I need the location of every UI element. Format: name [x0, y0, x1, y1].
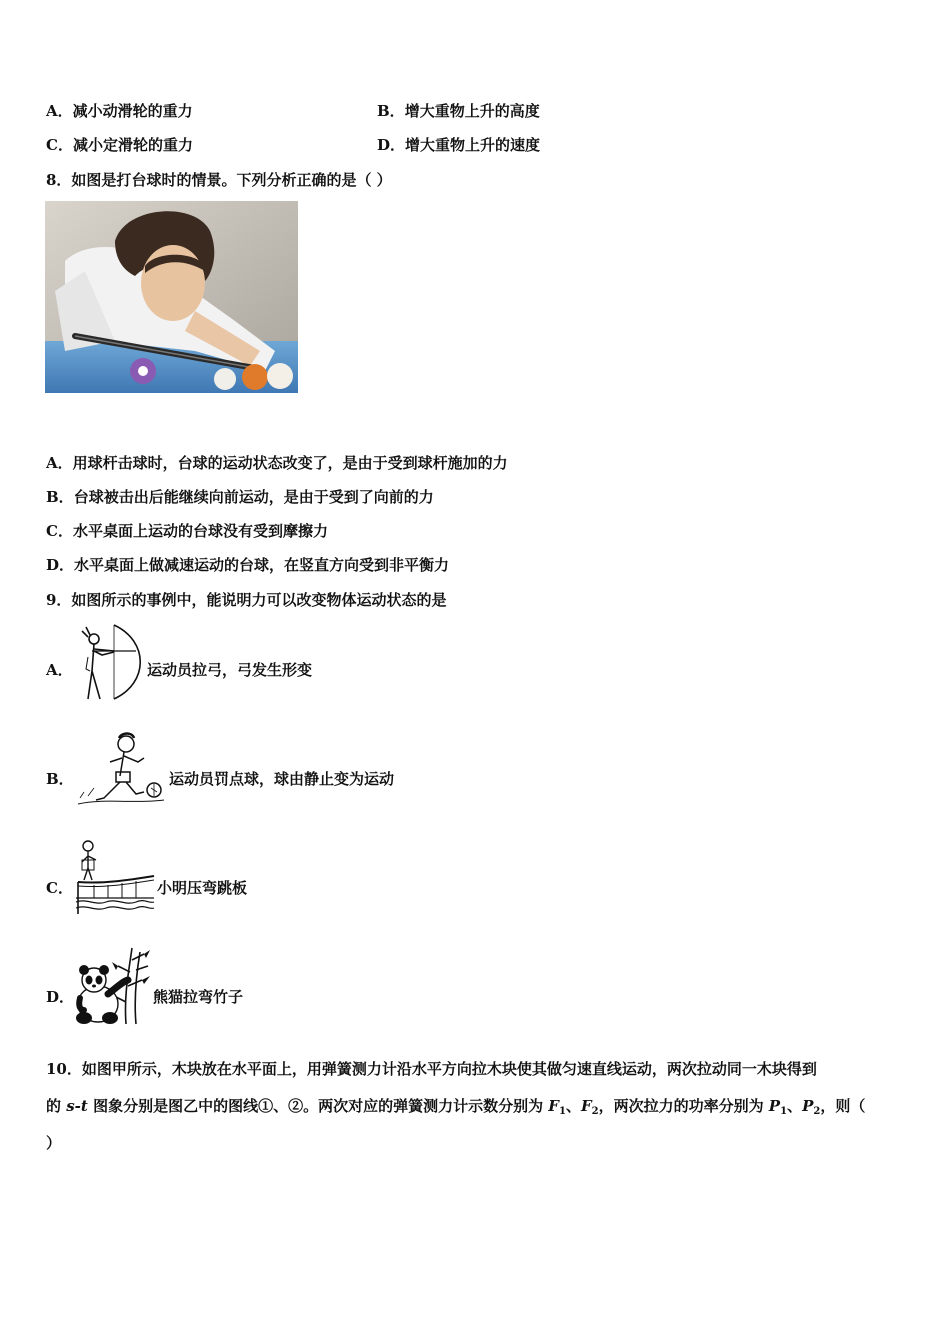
option-letter: B．	[377, 102, 405, 120]
option-letter: D．	[377, 136, 406, 154]
q7-option-b	[377, 101, 540, 121]
q9-option-c-text: 小明压弯跳板	[157, 879, 248, 897]
st-variable: s-t	[66, 1097, 88, 1115]
option-letter: B．	[46, 488, 74, 506]
q9-option-b-text: 运动员罚点球，球由静止变为运动	[169, 770, 395, 788]
q9-option-a-letter: A．	[46, 661, 73, 679]
option-letter: A．	[46, 454, 73, 472]
option-text: 台球被击出后能继续向前运动，是由于受到了向前的力	[73, 488, 434, 506]
subscript: 1	[780, 1106, 788, 1117]
q9-stem: 9．如图所示的事例中，能说明力可以改变物体运动状态的是	[46, 591, 447, 609]
option-text: 用球杆击球时，台球的运动状态改变了，是由于受到球杆施加的力	[72, 454, 508, 472]
option-text: 水平桌面上运动的台球没有受到摩擦力	[72, 522, 328, 540]
separator: 、	[565, 1097, 581, 1115]
subscript: 2	[591, 1106, 599, 1117]
option-letter: D．	[46, 556, 75, 574]
q9-option-a-text: 运动员拉弓，弓发生形变	[147, 661, 313, 679]
q7-option-d	[377, 135, 540, 155]
force-variable: F	[548, 1097, 559, 1115]
power-variable: P	[802, 1097, 814, 1115]
power-variable: P	[768, 1097, 781, 1115]
separator: 、	[787, 1097, 803, 1115]
force-variable: F	[580, 1097, 592, 1115]
penalty-kick-drawing	[74, 728, 168, 812]
billiards-photo	[45, 201, 298, 393]
q9-option-c-letter: C．	[46, 879, 73, 897]
option-letter: C．	[46, 522, 73, 540]
option-letter: C．	[46, 136, 73, 154]
q10-line1: 10．如图甲所示，木块放在水平面上，用弹簧测力计沿水平方向拉木块使其做匀速直线运动，两次拉动同一木块得到	[46, 1060, 817, 1078]
option-text: 减小定滑轮的重力	[72, 136, 193, 154]
archer-drawing	[74, 621, 146, 703]
option-text: 增大重物上升的速度	[405, 136, 541, 154]
q10-line3: ）	[46, 1134, 62, 1152]
option-letter: A．	[46, 102, 73, 120]
q8-option-d	[46, 555, 449, 575]
diving-board-drawing	[74, 838, 156, 916]
subscript: 1	[558, 1106, 566, 1117]
q10-text: 的	[46, 1097, 67, 1115]
option-text: 减小动滑轮的重力	[72, 102, 193, 120]
q10-line2	[46, 1096, 865, 1122]
q10-text: 图象分别是图乙中的图线①、②。两次对应的弹簧测力计示数分别为	[87, 1097, 549, 1115]
option-text: 增大重物上升的高度	[404, 102, 540, 120]
q9-option-d-text: 熊猫拉弯竹子	[153, 988, 244, 1006]
q10-text: ，则（	[820, 1097, 866, 1115]
q7-option-a	[46, 101, 193, 121]
subscript: 2	[813, 1106, 821, 1117]
q8-stem: 8．如图是打台球时的情景。下列分析正确的是（ ）	[46, 171, 392, 189]
panda-bamboo-drawing	[74, 946, 152, 1026]
q9-option-b-letter: B．	[46, 770, 74, 788]
q10-text: ，两次拉力的功率分别为	[598, 1097, 769, 1115]
q9-option-d-letter: D．	[46, 988, 75, 1006]
q8-option-a	[46, 453, 508, 473]
q8-option-c	[46, 521, 328, 541]
q8-option-b	[46, 487, 434, 507]
q7-option-c	[46, 135, 193, 155]
option-text: 水平桌面上做减速运动的台球，在竖直方向受到非平衡力	[74, 556, 450, 574]
